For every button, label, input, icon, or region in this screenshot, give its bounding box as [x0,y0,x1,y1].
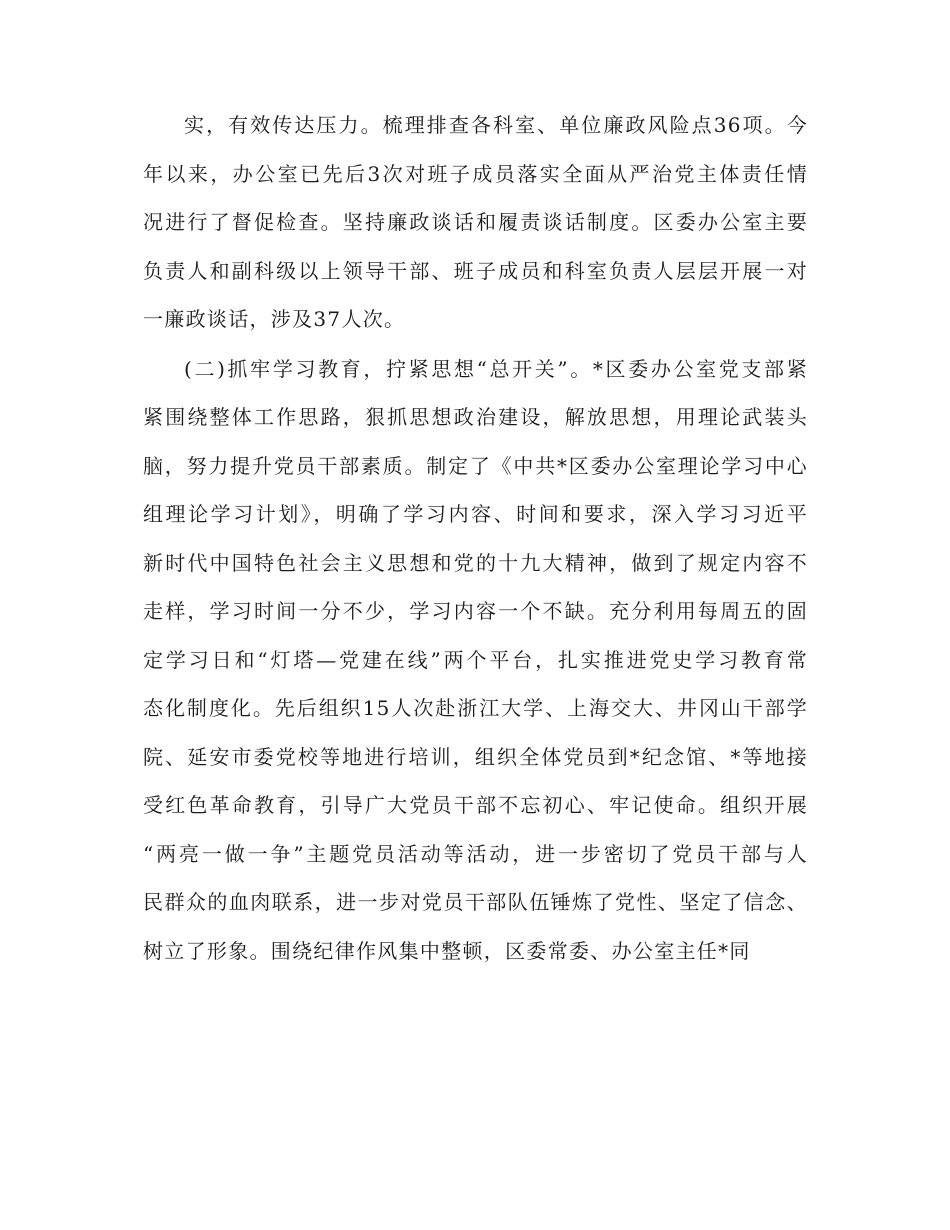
text-line: 脑，努力提升党员干部素质。制定了《中共*区委办公室理论学习中心 [143,453,808,478]
text-line: (二)抓牢学习教育，拧紧思想“总开关”。*区委办公室党支部紧 [184,356,808,381]
text-line: 态化制度化。先后组织15人次赴浙江大学、上海交大、井冈山干部学 [143,696,808,720]
text-line: 受红色革命教育，引导广大党员干部不忘初心、牢记使命。组织开展 [143,793,808,817]
text-line: 负责人和副科级以上领导干部、班子成员和科室负责人层层开展一对 [143,258,808,283]
text-line: 树立了形象。围绕纪律作风集中整顿，区委常委、办公室主任*同 [143,938,751,963]
text-line: 民群众的血肉联系，进一步对党员干部队伍锤炼了党性、坚定了信念、 [143,890,808,914]
text-line: 院、延安市委党校等地进行培训，组织全体党员到*纪念馆、*等地接 [143,744,808,769]
text-line: 紧围绕整体工作思路，狠抓思想政治建设，解放思想，用理论武装头 [143,405,808,429]
text-line: 年以来，办公室已先后3次对班子成员落实全面从严治党主体责任情 [143,161,808,186]
text-line: 走样，学习时间一分不少，学习内容一个不缺。充分利用每周五的固 [143,599,808,623]
text-line: 新时代中国特色社会主义思想和党的十九大精神，做到了规定内容不 [143,550,808,575]
paragraph-2 [143,345,808,976]
text-line: 实，有效传达压力。梳理排查各科室、单位廉政风险点36项。今 [184,113,808,137]
text-line: 组理论学习计划》，明确了学习内容、时间和要求，深入学习习近平 [143,502,808,526]
paragraph-1 [143,101,808,344]
text-line: 一廉政谈话，涉及37人次。 [143,307,406,331]
text-line: 定学习日和“灯塔—党建在线”两个平台，扎实推进党史学习教育常 [143,647,808,672]
document-body [143,101,808,975]
text-line: “两亮一做一争”主题党员活动等活动，进一步密切了党员干部与人 [143,841,808,866]
text-line: 况进行了督促检查。坚持廉政谈话和履责谈话制度。区委办公室主要 [143,210,808,234]
